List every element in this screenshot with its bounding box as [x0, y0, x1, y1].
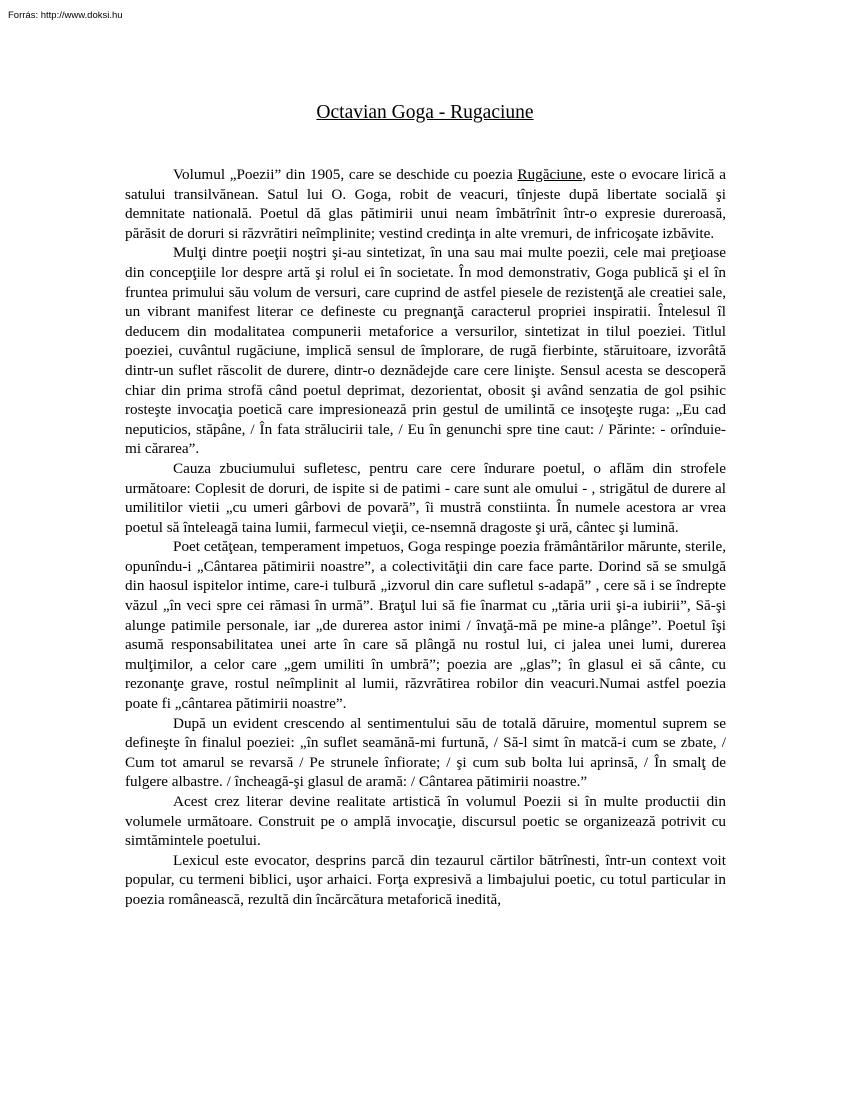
paragraph — [125, 165, 726, 243]
source-note: Forrás: http://www.doksi.hu — [8, 10, 123, 21]
paragraph: Acest crez literar devine realitate artistică în volumul Poezii si în multe productii din volumele următoare. Construit pe o amplă invocaţie, discursul poetic se organizează potrivit cu simtămintele poetului. — [125, 793, 726, 850]
paragraph: Cauza zbuciumului sufletesc, pentru care cere îndurare poetul, o aflăm din strofele următoare: Coplesit de doruri, de ispite si de patimi - care sunt ale omului - , strigătul de durere al umilitilor vietii „cu umeri gârbovi de povară”, îi mustră constiinta. În numele acestora ar vrea poetul să înteleagă taina lumii, farmecul vieţii, ce-nsemnă dragoste şi ură, cântec şi lumină. — [125, 459, 726, 536]
paragraph: Mulţi dintre poeţii noştri şi-au sintetizat, în una sau mai multe poezii, cele mai preţioase din concepţiile lor despre artă şi rolul ei în societate. În mod demonstrativ, Goga publică şi el în fruntea primului său volum de versuri, care cuprind de astfel piesele de rezistenţă ale creatiei sale, un vibrant manifest literar ce defineste cu pregnanţă caracterul propriei inspiratii. Întelesul îl deducem din modalitatea compunerii metaforice a versurilor, sintetizat in tilul poeziei. Titlul poeziei, cuvântul rugăciune, implică sensul de împlorare, de rugă fierbinte, stăruitoare, izvorâtă dintr-un suflet răscolit de durere, dintr-o deznădejde care cere linişte. Sensul acesta se descoperă chiar din prima strofă când poetul deprimat, dezorientat, obosit şi având senzatia de gol psihic rosteşte invocaţia poetică care impresionează prin gestul de umilintă ce insoţeşte ruga: „Eu cad neputicios, stăpâne, / În fata strălucirii tale, / Eu în genunchi spre tine caut: / Părinte: - orînduie- mi cărarea”. — [125, 244, 726, 458]
paragraph-text: Volumul „Poezii” din 1905, care se deschide cu poezia — [173, 166, 518, 183]
paragraph: După un evident crescendo al sentimentului său de totală dăruire, momentul suprem se defineşte în finalul poeziei: „în suflet seamănă-mi furtună, / Să-l simt în matcă-i cum se zbate, / Cum tot amarul se revarsă / Pe strunele înfiorate; / şi cum sub bolta lui aprinsă, / În smalţ de fulgere albastre. / încheagă-şi glasul de aramă: / Cântarea pătimirii noastre.” — [125, 714, 726, 791]
paragraph-text: , este o evocare lirică a satului transilvănean. Satul lui O. Goga, robit de veacuri, tînjeste după libertate socială şi demnitate natională. Poetul dă glas pătimirii unui neam îmbătrînit într-o expresie dureroasă, părăsit de doruri si răzvrătiri neîmplinite; vestind credinţa in alte vremuri, de infricoşate izbăvite. — [125, 166, 726, 242]
document-body — [125, 165, 726, 910]
page-title: Octavian Goga - Rugaciune — [316, 102, 534, 123]
paragraph: Poet cetăţean, temperament impetuos, Goga respinge poezia frământărilor mărunte, sterile, opunîndu-i „Cântarea pătimirii noastre”, a colectivităţii din care face parte. Dorind să se smulgă din haosul ispitelor intime, care-i tulbură „izvorul din care sufletul s-adapă” , cere să i se îndrepte văzul „în veci spre cei rămasi în urmă”. Braţul lui să fie înarmat cu „tăria urii şi-a iubirii”, Să-şi alunge patimile personale, iar „de durerea astor inimi / învaţă-mă pe mine-a plânge”. Poetul îşi asumă responsabilitatea unei arte în care să plângă nu rostul lui, ci jalea unei lumi, durerea mulţimilor, a celor care „gem umiliti în umbră”; poezia are „glas”; în glasul ei să cânte, cu rezonanţe grave, rostul neîmplinit al lumii, răzvrătirea robilor din veacuri.Numai astfel poezia poate fi „cântarea pătimirii noastre”. — [125, 538, 726, 713]
paragraph: Lexicul este evocator, desprins parcă din tezaurul cărtilor bătrînesti, într-un context voit popular, cu termeni biblici, uşor arhaici. Forţa expresivă a limbajului poetic, cu totul particular in poezia românească, rezultă din încărcătura metaforică inedită, — [125, 851, 726, 908]
poem-title-link[interactable]: Rugăciune — [517, 166, 583, 183]
